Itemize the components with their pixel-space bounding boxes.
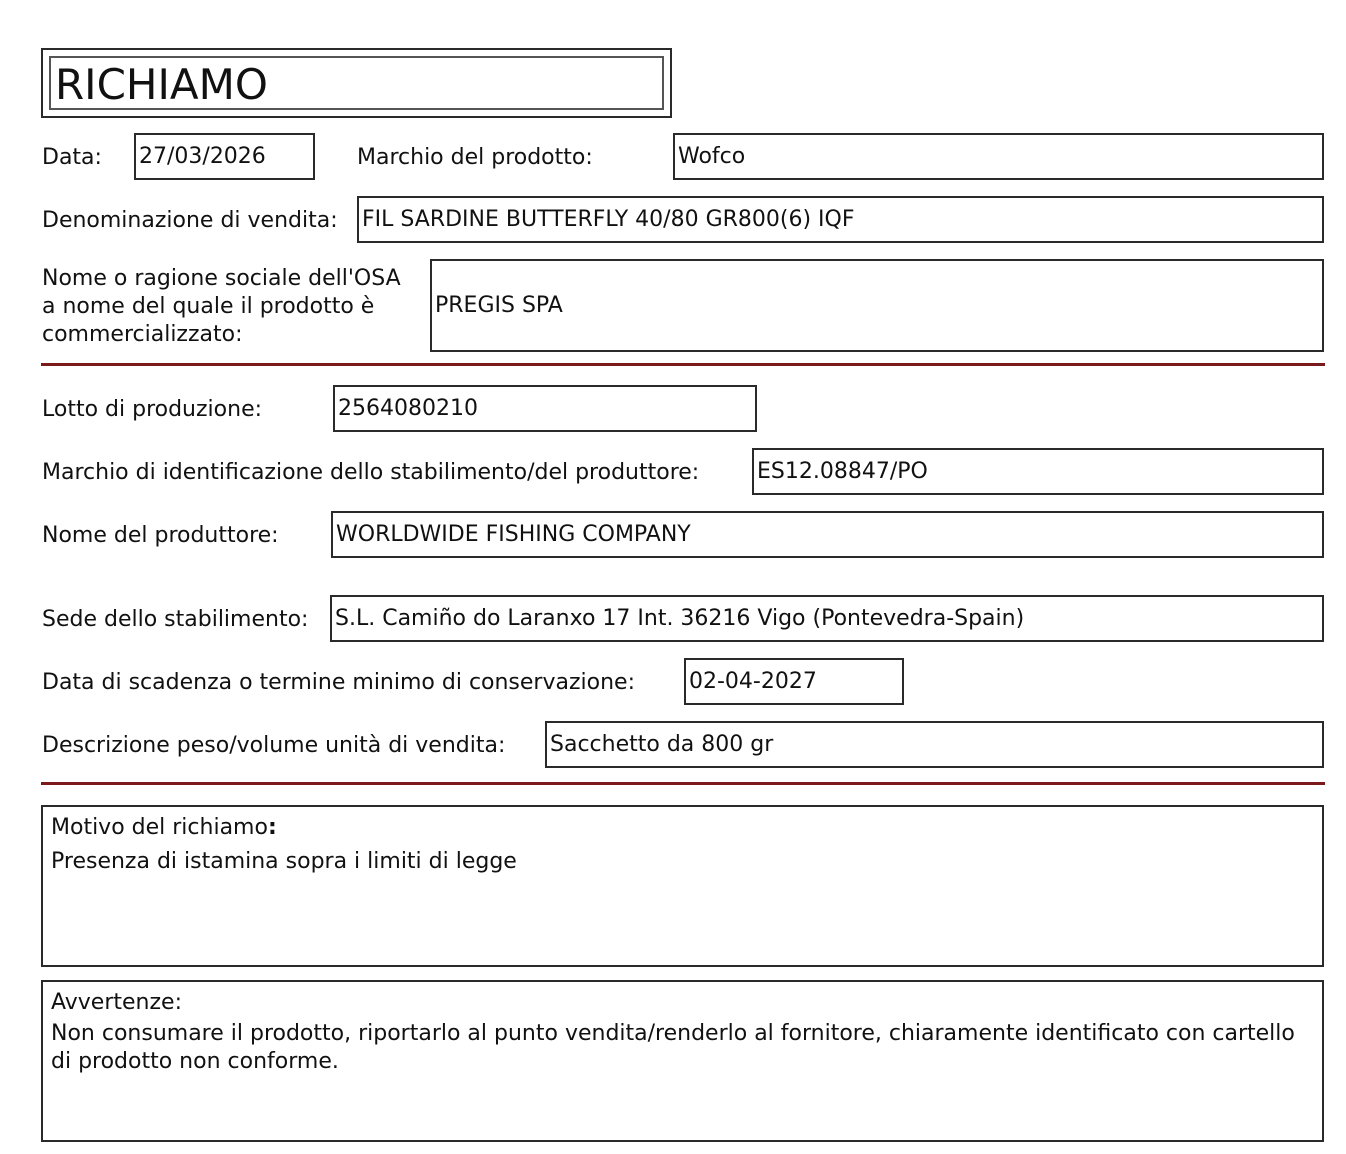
osa-label-line-1: Nome o ragione sociale dell'OSA [42, 266, 401, 291]
osa-label-line-3: commercializzato: [42, 322, 243, 347]
lotto-label: Lotto di produzione: [42, 397, 263, 422]
lotto-field[interactable]: 2564080210 [333, 385, 757, 432]
avvertenze-text: Non consumare il prodotto, riportarlo al punto vendita/renderlo al fornitore, chiaramente identificato con cartello di prodotto non conforme. [51, 1021, 1295, 1074]
page-title [49, 56, 664, 110]
scadenza-label: Data di scadenza o termine minimo di conservazione: [42, 670, 635, 695]
section-divider-1 [41, 363, 1325, 366]
title-frame [41, 48, 672, 118]
scadenza-field[interactable]: 02-04-2027 [684, 658, 904, 705]
marchio-prodotto-field[interactable]: Wofco [673, 133, 1324, 180]
osa-label-line-2: a nome del quale il prodotto è [42, 294, 375, 319]
denominazione-label: Denominazione di vendita: [42, 208, 338, 233]
avvertenze-label: Avvertenze: [51, 990, 182, 1015]
osa-field[interactable]: PREGIS SPA [430, 259, 1324, 352]
motivo-box[interactable] [41, 805, 1324, 967]
denominazione-field[interactable]: FIL SARDINE BUTTERFLY 40/80 GR800(6) IQF [357, 196, 1324, 243]
peso-field[interactable]: Sacchetto da 800 gr [545, 721, 1324, 768]
avvertenze-box[interactable] [41, 980, 1324, 1142]
motivo-label: Motivo del richiamo [51, 815, 268, 840]
motivo-text: Presenza di istamina sopra i limiti di legge [51, 849, 517, 874]
nome-produttore-field[interactable]: WORLDWIDE FISHING COMPANY [331, 511, 1324, 558]
motivo-colon: : [267, 815, 277, 840]
peso-label: Descrizione peso/volume unità di vendita: [42, 733, 506, 758]
marchio-prodotto-label: Marchio del prodotto: [357, 145, 593, 170]
data-label: Data: [42, 145, 102, 170]
marchio-identificazione-field[interactable]: ES12.08847/PO [752, 448, 1324, 495]
osa-label [42, 265, 401, 349]
section-divider-2 [41, 782, 1325, 785]
data-field[interactable]: 27/03/2026 [134, 133, 315, 180]
nome-produttore-label: Nome del produttore: [42, 523, 279, 548]
motivo-heading [51, 813, 1314, 843]
sede-field[interactable]: S.L. Camiño do Laranxo 17 Int. 36216 Vigo (Pontevedra-Spain) [330, 595, 1324, 642]
page-title-text: RICHIAMO [55, 60, 268, 109]
marchio-identificazione-label: Marchio di identificazione dello stabilimento/del produttore: [42, 460, 700, 485]
sede-label: Sede dello stabilimento: [42, 607, 309, 632]
